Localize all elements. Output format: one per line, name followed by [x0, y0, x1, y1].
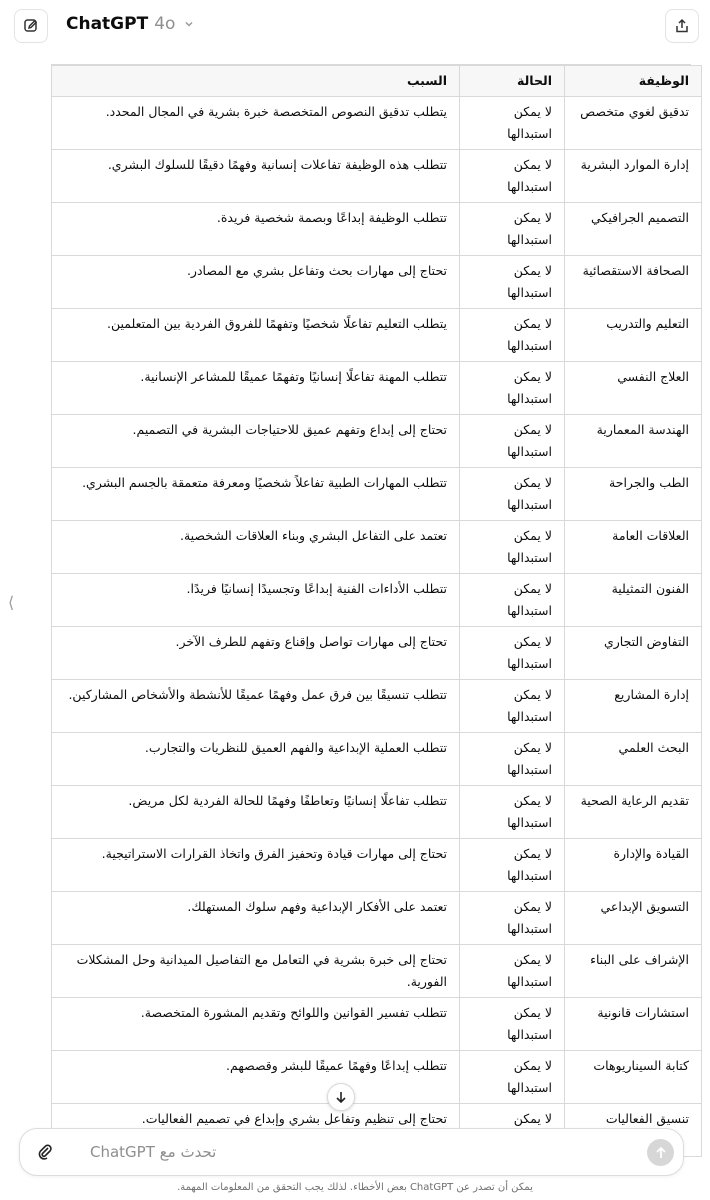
jobs-table	[51, 65, 702, 1157]
cell-status: لا يمكن استبدالها	[460, 892, 565, 945]
cell-reason: تتطلب المهارات الطبية تفاعلاً شخصيًا ومعرفة متعمقة بالجسم البشري.	[52, 468, 460, 521]
cell-job: البحث العلمي	[565, 733, 702, 786]
table-row	[52, 998, 702, 1051]
cell-status: لا يمكن استبدالها	[460, 415, 565, 468]
share-icon	[674, 18, 690, 34]
cell-status: لا يمكن استبدالها	[460, 362, 565, 415]
table-row	[52, 256, 702, 309]
cell-reason: يتطلب التعليم تفاعلًا شخصيًا وتفهمًا للفروق الفردية بين المتعلمين.	[52, 309, 460, 362]
cell-job: الهندسة المعمارية	[565, 415, 702, 468]
cell-job: التصميم الجرافيكي	[565, 203, 702, 256]
cell-reason: تتطلب المهنة تفاعلًا إنسانيًا وتفهمًا عميقًا للمشاعر الإنسانية.	[52, 362, 460, 415]
model-version: 4o	[154, 14, 176, 34]
cell-reason: تعتمد على التفاعل البشري وبناء العلاقات الشخصية.	[52, 521, 460, 574]
cell-reason: تتطلب تفسير القوانين واللوائح وتقديم المشورة المتخصصة.	[52, 998, 460, 1051]
top-bar	[0, 0, 710, 52]
cell-status: لا يمكن استبدالها	[460, 839, 565, 892]
cell-reason: تتطلب إبداعًا وفهمًا عميقًا للبشر وقصصهم.	[52, 1051, 460, 1104]
cell-job: تدقيق لغوي متخصص	[565, 97, 702, 150]
cell-reason: تحتاج إلى مهارات بحث وتفاعل بشري مع المصادر.	[52, 256, 460, 309]
cell-job: العلاقات العامة	[565, 521, 702, 574]
cell-job: الفنون التمثيلية	[565, 574, 702, 627]
cell-status: لا يمكن	[460, 1104, 565, 1157]
table-row	[52, 150, 702, 203]
cell-status: لا يمكن استبدالها	[460, 468, 565, 521]
send-button[interactable]	[647, 1139, 674, 1166]
cell-job: التعليم والتدريب	[565, 309, 702, 362]
scroll-down-button[interactable]	[327, 1083, 355, 1111]
table-row	[52, 892, 702, 945]
cell-status: لا يمكن استبدالها	[460, 256, 565, 309]
cell-status: لا يمكن استبدالها	[460, 627, 565, 680]
cell-reason: يتطلب تدقيق النصوص المتخصصة خبرة بشرية في المجال المحدد.	[52, 97, 460, 150]
arrow-up-icon	[654, 1146, 668, 1160]
app-name: ChatGPT	[66, 14, 149, 34]
cell-reason: تحتاج إلى خبرة بشرية في التعامل مع التفاصيل الميدانية وحل المشكلات الفورية.	[52, 945, 460, 998]
share-button[interactable]	[665, 9, 699, 43]
column-header-reason: السبب	[52, 66, 460, 97]
new-chat-button[interactable]	[14, 9, 48, 43]
table-row	[52, 97, 702, 150]
cell-reason: تحتاج إلى تنظيم وتفاعل بشري وإبداع في تصميم الفعاليات.	[52, 1104, 460, 1157]
cell-reason: تحتاج إلى إبداع وتفهم عميق للاحتياجات البشرية في التصميم.	[52, 415, 460, 468]
message-input[interactable]: تحدث مع ChatGPT	[90, 1143, 217, 1161]
cell-job: الصحافة الاستقصائية	[565, 256, 702, 309]
sidebar-toggle-handle[interactable]: ⟨	[8, 593, 15, 612]
table-row	[52, 362, 702, 415]
cell-status: لا يمكن استبدالها	[460, 97, 565, 150]
cell-reason: تحتاج إلى مهارات قيادة وتحفيز الفرق واتخاذ القرارات الاستراتيجية.	[52, 839, 460, 892]
table-row	[52, 786, 702, 839]
cell-job: الإشراف على البناء	[565, 945, 702, 998]
cell-status: لا يمكن استبدالها	[460, 574, 565, 627]
table-row	[52, 415, 702, 468]
attach-button[interactable]	[34, 1141, 56, 1163]
cell-job: تقديم الرعاية الصحية	[565, 786, 702, 839]
cell-status: لا يمكن استبدالها	[460, 521, 565, 574]
footer-disclaimer: يمكن أن تصدر عن ChatGPT بعض الأخطاء. لذلك يجب التحقق من المعلومات المهمة.	[177, 1182, 533, 1193]
table-header-row	[52, 66, 702, 97]
cell-status: لا يمكن استبدالها	[460, 680, 565, 733]
table-row	[52, 733, 702, 786]
column-header-status: الحالة	[460, 66, 565, 97]
cell-reason: تتطلب هذه الوظيفة تفاعلات إنسانية وفهمًا دقيقًا للسلوك البشري.	[52, 150, 460, 203]
arrow-down-icon	[334, 1090, 348, 1104]
paperclip-icon	[36, 1143, 54, 1161]
model-selector[interactable]	[66, 14, 195, 34]
cell-status: لا يمكن استبدالها	[460, 998, 565, 1051]
cell-status: لا يمكن استبدالها	[460, 1051, 565, 1104]
cell-reason: تتطلب العملية الإبداعية والفهم العميق للنظريات والتجارب.	[52, 733, 460, 786]
table-row	[52, 574, 702, 627]
cell-reason: تتطلب الأداءات الفنية إبداعًا وتجسيدًا إنسانيًا فريدًا.	[52, 574, 460, 627]
cell-reason: تتطلب تنسيقًا بين فرق عمل وفهمًا عميقًا للأنشطة والأشخاص المشاركين.	[52, 680, 460, 733]
cell-job: القيادة والإدارة	[565, 839, 702, 892]
cell-status: لا يمكن استبدالها	[460, 786, 565, 839]
cell-job: الطب والجراحة	[565, 468, 702, 521]
cell-reason: تعتمد على الأفكار الإبداعية وفهم سلوك المستهلك.	[52, 892, 460, 945]
message-composer[interactable]	[19, 1128, 684, 1176]
cell-status: لا يمكن استبدالها	[460, 203, 565, 256]
table-row	[52, 203, 702, 256]
table-row	[52, 309, 702, 362]
table-row	[52, 945, 702, 998]
cell-job: التفاوض التجاري	[565, 627, 702, 680]
cell-job: العلاج النفسي	[565, 362, 702, 415]
cell-reason: تتطلب الوظيفة إبداعًا وبصمة شخصية فريدة.	[52, 203, 460, 256]
table-row	[52, 839, 702, 892]
cell-job: إدارة الموارد البشرية	[565, 150, 702, 203]
column-header-job: الوظيفة	[565, 66, 702, 97]
table-row	[52, 521, 702, 574]
table-row	[52, 1051, 702, 1104]
cell-job: كتابة السيناريوهات	[565, 1051, 702, 1104]
jobs-table-container[interactable]	[51, 64, 691, 1128]
cell-job: إدارة المشاريع	[565, 680, 702, 733]
cell-job: استشارات قانونية	[565, 998, 702, 1051]
cell-status: لا يمكن استبدالها	[460, 733, 565, 786]
table-row	[52, 627, 702, 680]
cell-status: لا يمكن استبدالها	[460, 309, 565, 362]
chevron-down-icon	[183, 18, 195, 30]
cell-status: لا يمكن استبدالها	[460, 150, 565, 203]
cell-status: لا يمكن استبدالها	[460, 945, 565, 998]
table-row	[52, 468, 702, 521]
table-row	[52, 680, 702, 733]
cell-job: التسويق الإبداعي	[565, 892, 702, 945]
cell-reason: تحتاج إلى مهارات تواصل وإقناع وتفهم للطرف الآخر.	[52, 627, 460, 680]
cell-job: تنسيق الفعاليات	[565, 1104, 702, 1157]
edit-icon	[23, 18, 39, 34]
cell-reason: تتطلب تفاعلًا إنسانيًا وتعاطفًا وفهمًا للحالة الفردية لكل مريض.	[52, 786, 460, 839]
